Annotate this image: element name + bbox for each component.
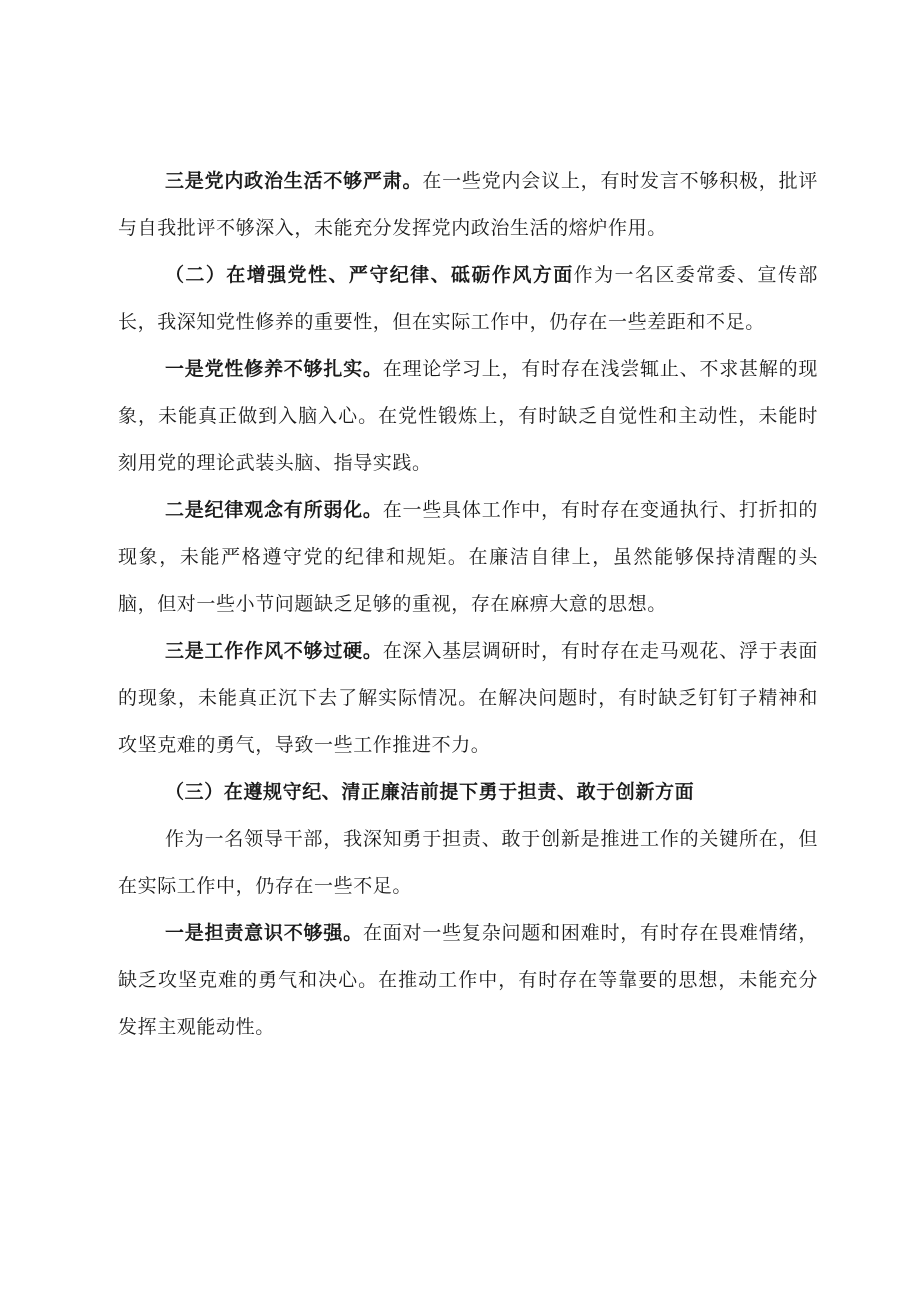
- paragraph-party-spirit: [118, 346, 818, 487]
- paragraph-body: 在一些具体工作中，有时存在变通执行、打折扣的现象，未能严格遵守党的纪律和规矩。在廉洁自律上，虽然能够保持清醒的头脑，但对一些小节问题缺乏足够的重视，存在麻痹大意的思想。: [118, 499, 818, 615]
- section-heading-3: （三）在遵规守纪、清正廉洁前提下勇于担责、敢于创新方面: [165, 781, 695, 803]
- paragraph-body: 在一些党内会议上，有时发言不够积极，批评与自我批评不够深入，未能充分发挥党内政治生活的熔炉作用。: [118, 170, 818, 239]
- paragraph-lead: 三是工作作风不够过硬。: [165, 640, 383, 662]
- paragraph-responsibility: [118, 910, 818, 1051]
- paragraph-lead: 二是纪律观念有所弱化。: [165, 499, 383, 521]
- paragraph-work-style: [118, 628, 818, 769]
- paragraph-intro-responsibility: 作为一名领导干部，我深知勇于担责、敢于创新是推进工作的关键所在，但在实际工作中，仍存在一些不足。: [118, 828, 818, 897]
- paragraph-lead: 一是担责意识不够强。: [165, 922, 363, 944]
- paragraph-lead: 三是党内政治生活不够严肃。: [165, 170, 423, 192]
- section-heading-2: [118, 252, 818, 346]
- paragraph-body: 在面对一些复杂问题和困难时，有时存在畏难情绪，缺乏攻坚克难的勇气和决心。在推动工作中，有时存在等靠要的思想，未能充分发挥主观能动性。: [118, 922, 818, 1038]
- paragraph-lead: 一是党性修养不够扎实。: [165, 358, 383, 380]
- section-heading-title: （二）在增强党性、严守纪律、砥砺作风方面: [165, 264, 574, 286]
- paragraph-body: 在深入基层调研时，有时存在走马观花、浮于表面的现象，未能真正沉下去了解实际情况。在解决问题时，有时缺乏钉钉子精神和攻坚克难的勇气，导致一些工作推进不力。: [118, 640, 818, 756]
- paragraph-political-life: [118, 158, 818, 252]
- paragraph-body: 作为一名区委常委、宣传部长，我深知党性修养的重要性，但在实际工作中，仍存在一些差距和不足。: [118, 264, 818, 333]
- paragraph-discipline: [118, 487, 818, 628]
- paragraph-body: 在理论学习上，有时存在浅尝辄止、不求甚解的现象，未能真正做到入脑入心。在党性锻炼上，有时缺乏自觉性和主动性，未能时刻用党的理论武装头脑、指导实践。: [118, 358, 818, 474]
- document-page: [118, 158, 818, 1051]
